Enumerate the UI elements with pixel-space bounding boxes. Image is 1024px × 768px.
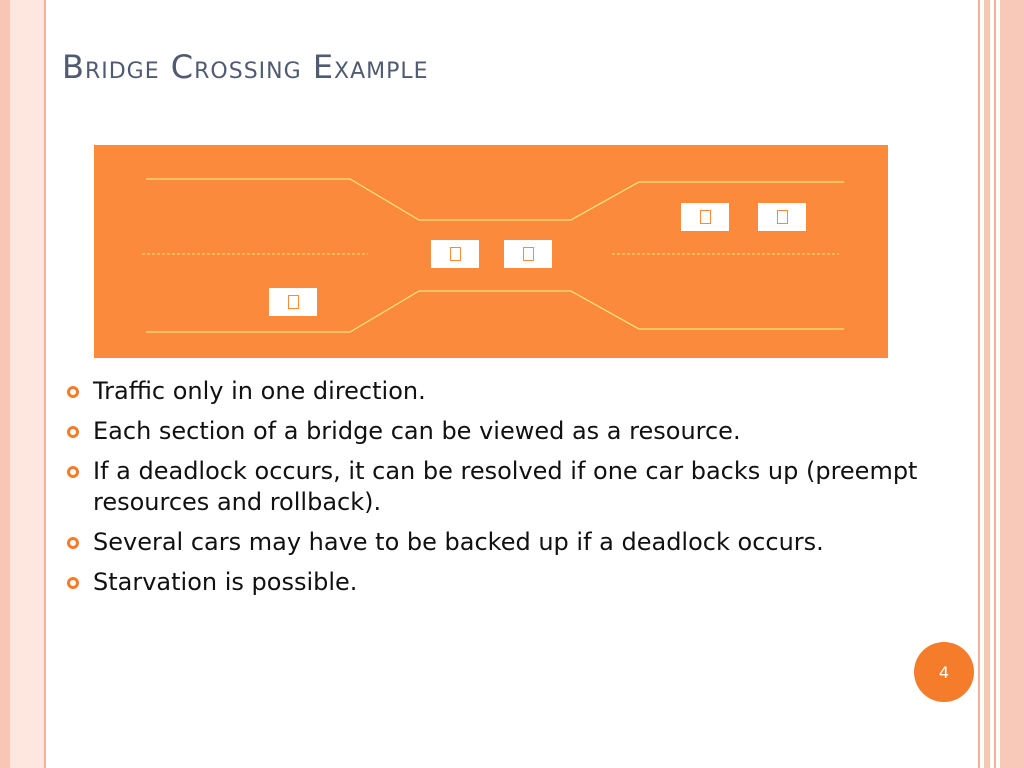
ring-bullet-icon — [67, 537, 79, 549]
bullet-item — [66, 527, 946, 558]
ring-bullet-icon — [67, 386, 79, 398]
bridge-roads — [94, 145, 888, 358]
car-icon — [504, 240, 552, 268]
car-icon — [269, 288, 317, 316]
bullet-text: Several cars may have to be backed up if a deadlock occurs. — [93, 528, 824, 556]
ring-bullet-icon — [67, 426, 79, 438]
upper-road-edge — [146, 179, 844, 220]
bullet-item — [66, 456, 946, 518]
bullet-list — [66, 376, 946, 607]
bullet-text: Each section of a bridge can be viewed as a resource. — [93, 417, 741, 445]
ring-bullet-icon — [67, 577, 79, 589]
left-decorative-border — [0, 0, 46, 768]
bullet-item — [66, 567, 946, 598]
bullet-item — [66, 416, 946, 447]
car-icon — [758, 203, 806, 231]
slide-title: Bridge Crossing Example — [62, 48, 429, 86]
car-icon — [431, 240, 479, 268]
ring-bullet-icon — [67, 466, 79, 478]
bridge-diagram — [94, 145, 888, 358]
bullet-text: Starvation is possible. — [93, 568, 358, 596]
lower-road-edge — [146, 291, 844, 332]
bullet-text: Traffic only in one direction. — [93, 377, 426, 405]
bullet-text: If a deadlock occurs, it can be resolved if one car backs up (preempt resources and rollback). — [93, 457, 918, 516]
right-decorative-stripes — [974, 0, 1024, 768]
car-icon — [681, 203, 729, 231]
bullet-item — [66, 376, 946, 407]
page-number-badge: 4 — [914, 642, 974, 702]
